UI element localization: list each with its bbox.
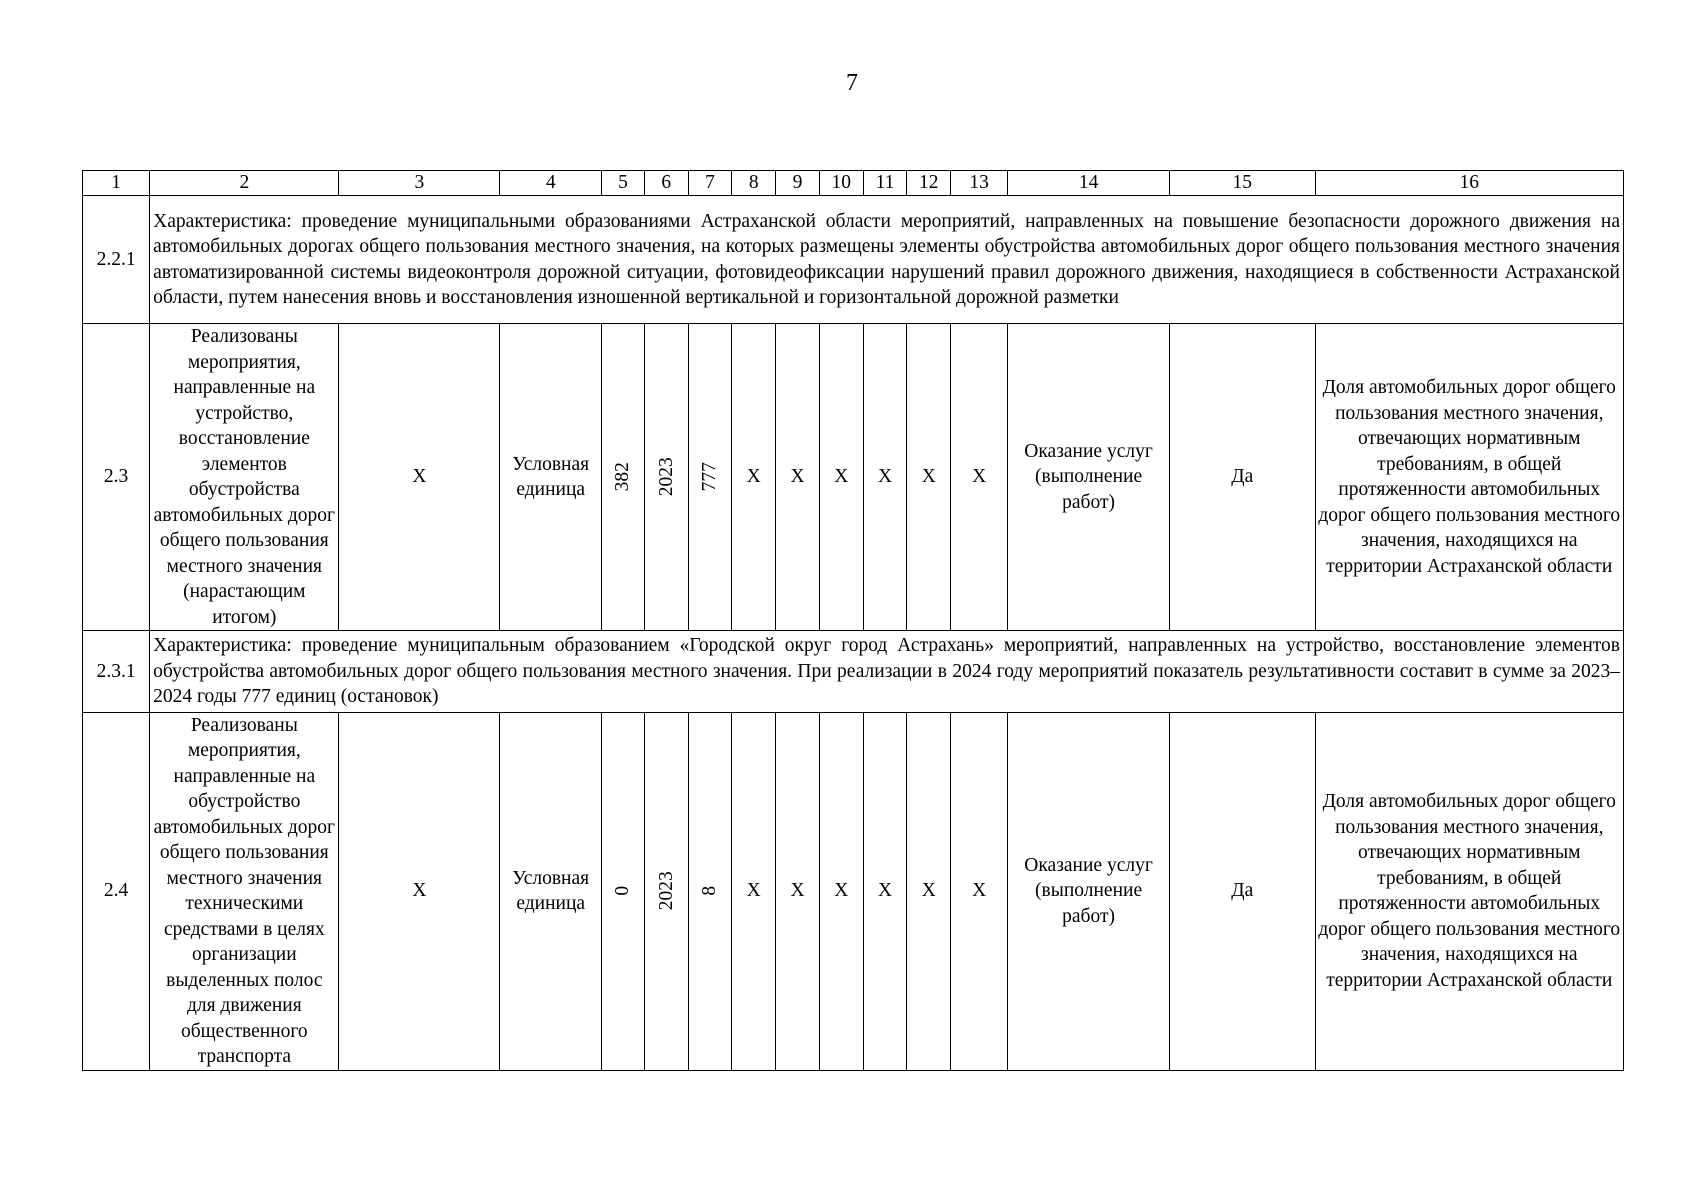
result-name: Реализованы мероприятия, направленные на обустройство автомобильных дорог общего пользования местного значения техническими средствами в целях организации выделенных полос для движения общественного транспорта [150, 712, 339, 1070]
header-cell: 2 [150, 171, 339, 196]
cell-col10: X [819, 324, 863, 631]
flag-cell: Да [1169, 324, 1315, 631]
header-cell: 11 [863, 171, 907, 196]
cell-col8: X [732, 324, 776, 631]
indicator-cell: Доля автомобильных дорог общего пользования местного значения, отвечающих нормативным требованиям, в общей протяженности автомобильных дорог общего пользования местного значения, находящихся на территории Астраханской области [1315, 324, 1623, 631]
header-cell: 3 [339, 171, 500, 196]
result-name: Реализованы мероприятия, направленные на устройство, восстановление элементов обустройства автомобильных дорог общего пользования местного значения (нарастающим итогом) [150, 324, 339, 631]
target-cell [688, 712, 732, 1070]
table-header-row [83, 171, 1624, 196]
cell-col13: X [951, 712, 1008, 1070]
indicator-cell: Доля автомобильных дорог общего пользования местного значения, отвечающих нормативным требованиям, в общей протяженности автомобильных дорог общего пользования местного значения, находящихся на территории Астраханской области [1315, 712, 1623, 1070]
header-cell: 16 [1315, 171, 1623, 196]
row-number: 2.4 [83, 712, 150, 1070]
cell-col12: X [907, 712, 951, 1070]
characteristic-row [83, 196, 1624, 324]
base-year: 2023 [655, 457, 677, 497]
cell-col9: X [776, 324, 820, 631]
indicator-table [82, 170, 1624, 1071]
header-cell: 8 [732, 171, 776, 196]
header-cell: 15 [1169, 171, 1315, 196]
header-cell: 13 [951, 171, 1008, 196]
cell-col3: X [339, 324, 500, 631]
unit-cell: Условная единица [500, 324, 602, 631]
header-cell: 7 [688, 171, 732, 196]
header-cell: 1 [83, 171, 150, 196]
type-cell: Оказание услуг (выполнение работ) [1008, 324, 1170, 631]
base-value: 382 [612, 462, 634, 492]
header-cell: 9 [776, 171, 820, 196]
value-cell [602, 324, 645, 631]
unit-cell: Условная единица [500, 712, 602, 1070]
base-value: 0 [612, 886, 634, 896]
header-cell: 5 [602, 171, 645, 196]
cell-col3: X [339, 712, 500, 1070]
flag-cell: Да [1169, 712, 1315, 1070]
value-cell [602, 712, 645, 1070]
characteristic-text: Характеристика: проведение муниципальным образованием «Городской округ город Астрахань» мероприятий, направленных на устройство, восстановление элементов обустройства автомобильных дорог общего пользования местного значения. При реализации в 2024 году мероприятий показатель результативности составит в сумме за 2023–2024 годы 777 единиц (остановок) [150, 631, 1624, 713]
result-row [83, 324, 1624, 631]
row-number: 2.3.1 [83, 631, 150, 713]
header-cell: 10 [819, 171, 863, 196]
target-value: 8 [699, 886, 721, 896]
header-cell: 6 [644, 171, 688, 196]
cell-col11: X [863, 712, 907, 1070]
row-number: 2.2.1 [83, 196, 150, 324]
header-cell: 4 [500, 171, 602, 196]
row-number: 2.3 [83, 324, 150, 631]
page-number: 7 [846, 70, 858, 96]
base-year: 2023 [655, 871, 677, 911]
result-row [83, 712, 1624, 1070]
year-cell [644, 324, 688, 631]
target-value: 777 [699, 462, 721, 492]
cell-col13: X [951, 324, 1008, 631]
cell-col10: X [819, 712, 863, 1070]
cell-col12: X [907, 324, 951, 631]
cell-col8: X [732, 712, 776, 1070]
characteristic-text: Характеристика: проведение муниципальными образованиями Астраханской области мероприятий, направленных на повышение безопасности дорожного движения на автомобильных дорогах общего пользования местного значения, на которых размещены элементы обустройства автомобильных дорог общего пользования местного значения автоматизированной системы видеоконтроля дорожной ситуации, фотовидеофиксации нарушений правил дорожного движения, находящиеся в собственности Астраханской области, путем нанесения вновь и восстановления изношенной вертикальной и горизонтальной дорожной разметки [150, 196, 1624, 324]
cell-col9: X [776, 712, 820, 1070]
header-cell: 12 [907, 171, 951, 196]
type-cell: Оказание услуг (выполнение работ) [1008, 712, 1170, 1070]
target-cell [688, 324, 732, 631]
header-cell: 14 [1008, 171, 1170, 196]
cell-col11: X [863, 324, 907, 631]
year-cell [644, 712, 688, 1070]
characteristic-row [83, 631, 1624, 713]
